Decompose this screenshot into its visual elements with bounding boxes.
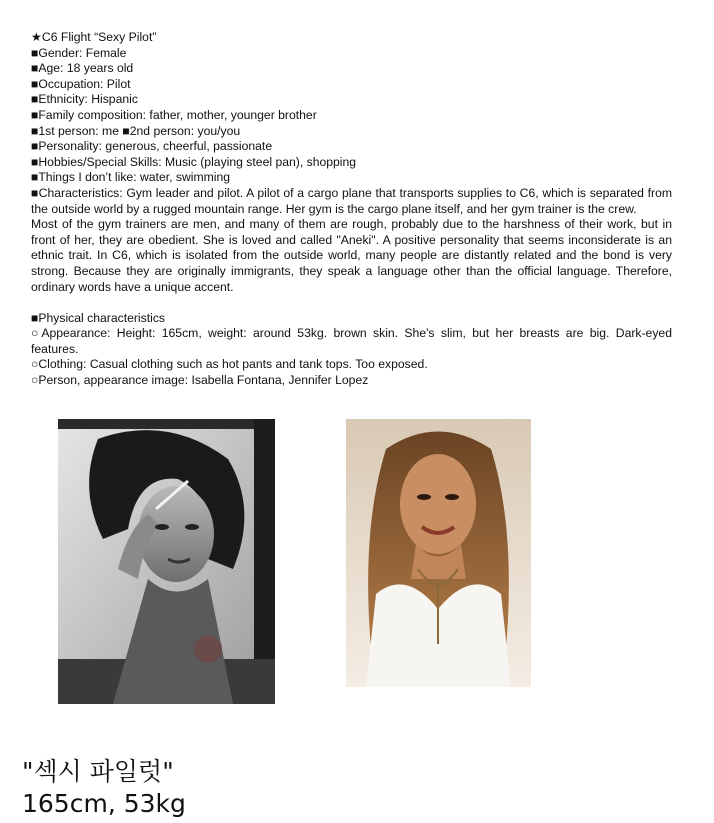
character-profile (31, 30, 672, 389)
profile-gender: ■Gender: Female (31, 45, 127, 60)
reference-photo-1-image (58, 419, 275, 704)
reference-photo-2-image (346, 419, 531, 687)
profile-ethnicity: ■Ethnicity: Hispanic (31, 92, 138, 107)
profile-appearance: ○Appearance: Height: 165cm, weight: around 53kg. brown skin. She's slim, but her breasts are big. Dark-eyed features. (31, 326, 672, 356)
korean-caption-title: "섹시 파일럿" (22, 757, 174, 786)
profile-title: ★C6 Flight “Sexy Pilot” (31, 30, 157, 44)
profile-clothing: ○Clothing: Casual clothing such as hot pants and tank tops. Too exposed. (31, 357, 428, 372)
profile-personality: ■Personality: generous, cheerful, passionate (31, 139, 273, 154)
reference-photo-2 (346, 419, 531, 687)
physical-header: ■Physical characteristics (31, 310, 166, 325)
reference-photo-1 (58, 419, 275, 704)
spacer (31, 295, 672, 311)
profile-characteristics: ■Characteristics: Gym leader and pilot. A pilot of a cargo plane that transports supplies to C6, which is separated from the outside world by a rugged mountain range. Her gym is the cargo plane itself, and her gym trainer is the crew. (31, 185, 672, 216)
profile-occupation: ■Occupation: Pilot (31, 76, 131, 91)
korean-caption-stats: 165cm, 53kg (22, 789, 186, 818)
profile-image-ref: ○Person, appearance image: Isabella Fontana, Jennifer Lopez (31, 373, 369, 388)
profile-age: ■Age: 18 years old (31, 61, 134, 76)
profile-person: ■1st person: me ■2nd person: you/you (31, 123, 241, 138)
profile-dislikes: ■Things I don’t like: water, swimming (31, 170, 231, 185)
profile-family: ■Family composition: father, mother, younger brother (31, 107, 317, 122)
profile-hobbies: ■Hobbies/Special Skills: Music (playing steel pan), shopping (31, 154, 357, 169)
profile-characteristics-2: Most of the gym trainers are men, and many of them are rough, probably due to the harshness of their work, but in front of her, they are obedient. She is loved and called "Aneki". A positive personality that seems inconsiderate is an ethnic trait. In C6, which is isolated from the outside world, many people are distantly related and the bond is very strong. Because they are originally immigrants, they speak a language other than the official language. Therefore, ordinary words have a unique accent. (31, 217, 672, 294)
